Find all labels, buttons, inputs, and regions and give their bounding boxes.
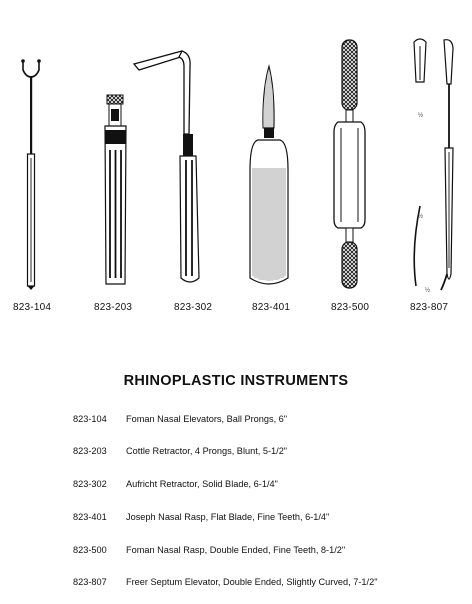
- instrument-code-label: 823-203: [94, 302, 133, 313]
- item-description: Foman Nasal Elevators, Ball Prongs, 6": [126, 414, 288, 424]
- instrument-code-label: 823-500: [331, 302, 370, 313]
- item-number: 823-203: [73, 446, 107, 456]
- fraction-label: ½: [418, 113, 424, 119]
- item-number: 823-302: [73, 479, 107, 489]
- instrument-code-label: 823-401: [252, 302, 291, 313]
- item-description: Joseph Nasal Rasp, Flat Blade, Fine Teeth, 6-1/4": [126, 512, 330, 522]
- fraction-label: ½: [425, 288, 431, 294]
- instrument-823-302-image: [134, 51, 199, 282]
- instrument-823-401-image: [250, 66, 288, 284]
- instrument-code-label: 823-104: [13, 302, 52, 313]
- item-description: Freer Septum Elevator, Double Ended, Slightly Curved, 7-1/2": [126, 577, 378, 587]
- instrument-code-label: 823-807: [410, 302, 449, 313]
- catalog-title: RHINOPLASTIC INSTRUMENTS: [123, 373, 349, 389]
- instrument-823-807-image: [414, 39, 453, 294]
- instrument-823-104-image: [21, 59, 41, 290]
- instrument-illustrations: [0, 0, 472, 300]
- instrument-code-label: 823-302: [174, 302, 213, 313]
- instrument-823-203-image: [105, 95, 126, 284]
- item-number: 823-500: [73, 545, 107, 555]
- instrument-823-500-image: [334, 40, 365, 288]
- item-description: Aufricht Retractor, Solid Blade, 6-1/4": [126, 479, 278, 489]
- fraction-label: ½: [418, 214, 424, 220]
- item-description: Cottle Retractor, 4 Prongs, Blunt, 5-1/2": [126, 446, 288, 456]
- item-description: Foman Nasal Rasp, Double Ended, Fine Teeth, 8-1/2": [126, 545, 346, 555]
- item-number: 823-104: [73, 414, 107, 424]
- item-number: 823-807: [73, 577, 107, 587]
- item-number: 823-401: [73, 512, 107, 522]
